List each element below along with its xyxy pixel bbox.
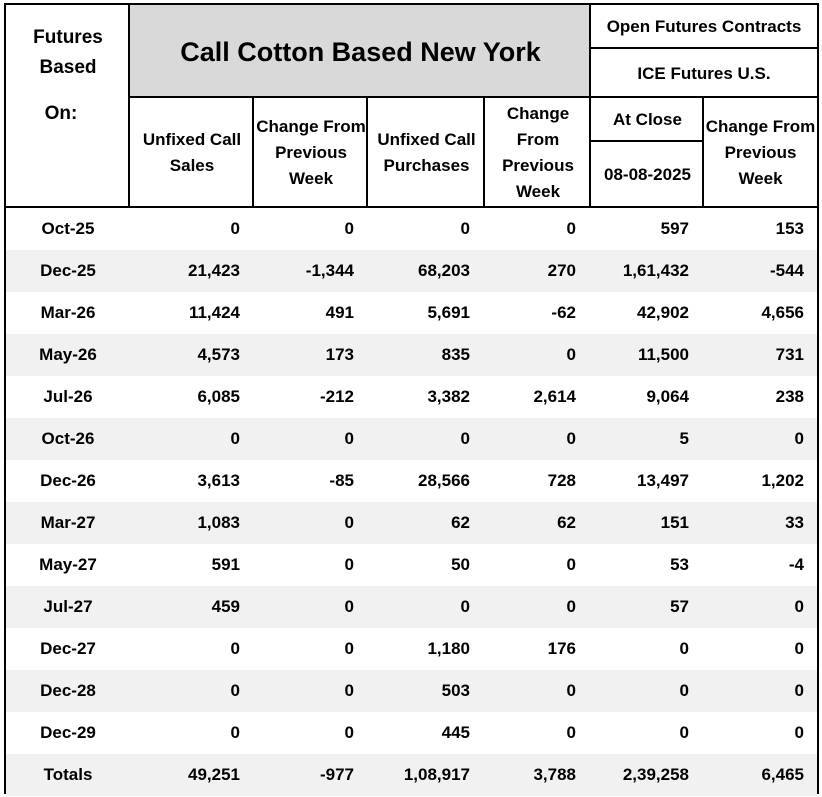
row-month-label: Dec-26 [40,471,96,490]
divider [128,96,817,98]
close-date: 08-08-2025 [604,165,691,184]
table-row [6,208,817,250]
cell-unfixed-sales: 1,083 [197,513,240,532]
cell-change-sales: 0 [344,723,354,742]
cell-unfixed-purchases: 3,382 [427,387,470,406]
cell-change-oi: 0 [794,639,804,658]
row-month-label: Mar-27 [40,513,96,532]
cell-change-purchases: 0 [566,723,576,742]
col-change-sales: Change From Previous Week [256,117,366,188]
row-month-label: May-26 [39,345,97,364]
cell-change-sales: 173 [325,345,354,364]
cell-change-purchases: 3,788 [533,765,576,784]
row-month-label: Dec-29 [40,723,96,742]
cell-unfixed-purchases: 28,566 [418,471,470,490]
table-row [6,670,817,712]
cell-unfixed-sales: 0 [230,681,240,700]
cell-open-interest: 1,61,432 [622,261,689,280]
divider [702,98,704,208]
cell-unfixed-purchases: 62 [451,513,470,532]
cell-unfixed-purchases: 503 [441,681,470,700]
cell-change-sales: 491 [325,303,354,322]
cell-unfixed-sales: 4,573 [197,345,240,364]
cell-unfixed-sales: 0 [230,723,240,742]
cell-change-purchases: 62 [557,513,576,532]
cell-open-interest: 151 [660,513,689,532]
cell-change-oi: 0 [794,429,804,448]
cell-unfixed-sales: 459 [211,597,240,616]
divider [589,47,817,49]
cell-unfixed-sales: 21,423 [188,261,240,280]
divider [366,98,368,208]
table-row [6,628,817,670]
open-contracts-label: Open Futures Contracts [606,17,802,36]
cell-unfixed-purchases: 0 [460,219,470,238]
divider [6,206,817,208]
row-month-label: Dec-27 [40,639,96,658]
cell-unfixed-purchases: 1,180 [427,639,470,658]
cell-unfixed-sales: 49,251 [188,765,240,784]
col-change-purchases: Change From Previous Week [502,104,574,201]
cell-change-oi: 731 [775,345,804,364]
row-month-label: Dec-25 [40,261,96,280]
cell-change-oi: 4,656 [761,303,804,322]
table-row [6,460,817,502]
col-unfixed-purchases: Unfixed Call Purchases [377,130,476,175]
divider [589,5,591,208]
cell-unfixed-sales: 0 [230,219,240,238]
totals-row [6,754,817,796]
cell-open-interest: 0 [679,723,689,742]
table-row [6,376,817,418]
cell-change-sales: 0 [344,513,354,532]
cell-unfixed-purchases: 445 [441,723,470,742]
cell-change-purchases: 0 [566,429,576,448]
cell-change-oi: 6,465 [761,765,804,784]
cell-open-interest: 42,902 [637,303,689,322]
cell-unfixed-sales: 0 [230,639,240,658]
cell-unfixed-purchases: 5,691 [427,303,470,322]
cell-change-sales: 0 [344,555,354,574]
cell-unfixed-sales: 6,085 [197,387,240,406]
cell-unfixed-purchases: 0 [460,429,470,448]
cell-change-purchases: 728 [547,471,576,490]
table-row [6,502,817,544]
cell-unfixed-purchases: 1,08,917 [403,765,470,784]
cell-open-interest: 9,064 [646,387,689,406]
cell-change-oi: 238 [775,387,804,406]
on-label: On: [44,103,78,124]
cell-open-interest: 11,500 [637,345,689,364]
cell-change-oi: -544 [769,261,804,280]
cell-change-sales: -1,344 [305,261,354,280]
table-row [6,292,817,334]
table-row [6,712,817,754]
cell-change-oi: 0 [794,723,804,742]
cell-change-oi: 0 [794,597,804,616]
divider [128,5,130,208]
divider [252,98,254,208]
row-month-label: May-27 [39,555,97,574]
cell-change-oi: 153 [775,219,804,238]
cell-change-purchases: 270 [547,261,576,280]
table-row [6,418,817,460]
exchange-label: ICE Futures U.S. [637,63,771,83]
based-on-label: Futures Based [33,27,103,78]
cell-open-interest: 0 [679,639,689,658]
cell-open-interest: 13,497 [637,471,689,490]
cell-unfixed-purchases: 835 [441,345,470,364]
row-month-label: Mar-26 [40,303,96,322]
cell-change-oi: 0 [794,681,804,700]
col-change-oi: Change From Previous Week [705,117,816,188]
table-title: Call Cotton Based New York [130,5,591,98]
row-month-label: Jul-26 [43,387,93,406]
cell-change-purchases: 0 [566,681,576,700]
row-month-label: Jul-27 [43,597,93,616]
table-row [6,250,817,292]
col-unfixed-sales: Unfixed Call Sales [142,130,242,175]
cell-change-purchases: 0 [566,555,576,574]
cell-open-interest: 2,39,258 [622,765,689,784]
cell-unfixed-sales: 0 [230,429,240,448]
cotton-call-table [4,3,819,794]
cell-open-interest: 5 [679,429,689,448]
cell-change-sales: 0 [344,639,354,658]
table-row [6,544,817,586]
cell-change-sales: 0 [344,219,354,238]
cell-change-purchases: 0 [566,219,576,238]
divider [483,98,485,208]
cell-change-sales: -85 [329,471,354,490]
cell-change-purchases: 176 [547,639,576,658]
cell-change-purchases: 0 [566,345,576,364]
at-close-label: At Close [613,110,682,129]
cell-change-purchases: -62 [551,303,576,322]
divider [589,140,704,142]
cell-change-purchases: 0 [566,597,576,616]
cell-change-sales: 0 [344,429,354,448]
cell-unfixed-sales: 3,613 [197,471,240,490]
cell-change-oi: 33 [785,513,804,532]
cell-change-sales: 0 [344,681,354,700]
cell-change-oi: 1,202 [761,471,804,490]
cell-unfixed-purchases: 0 [460,597,470,616]
cell-change-oi: -4 [788,555,804,574]
cell-change-sales: 0 [344,597,354,616]
cell-change-sales: -977 [319,765,354,784]
row-month-label: Oct-25 [41,219,95,238]
cell-open-interest: 53 [670,555,689,574]
cell-change-purchases: 2,614 [533,387,576,406]
cell-unfixed-sales: 591 [211,555,240,574]
row-month-label: Oct-26 [41,429,95,448]
row-month-label: Totals [43,765,93,784]
row-month-label: Dec-28 [40,681,96,700]
cell-change-sales: -212 [319,387,354,406]
cell-unfixed-sales: 11,424 [188,303,240,322]
table-row [6,586,817,628]
table-row [6,334,817,376]
cell-open-interest: 0 [679,681,689,700]
cell-unfixed-purchases: 68,203 [418,261,470,280]
cell-open-interest: 57 [670,597,689,616]
cell-open-interest: 597 [660,219,689,238]
cell-unfixed-purchases: 50 [451,555,470,574]
